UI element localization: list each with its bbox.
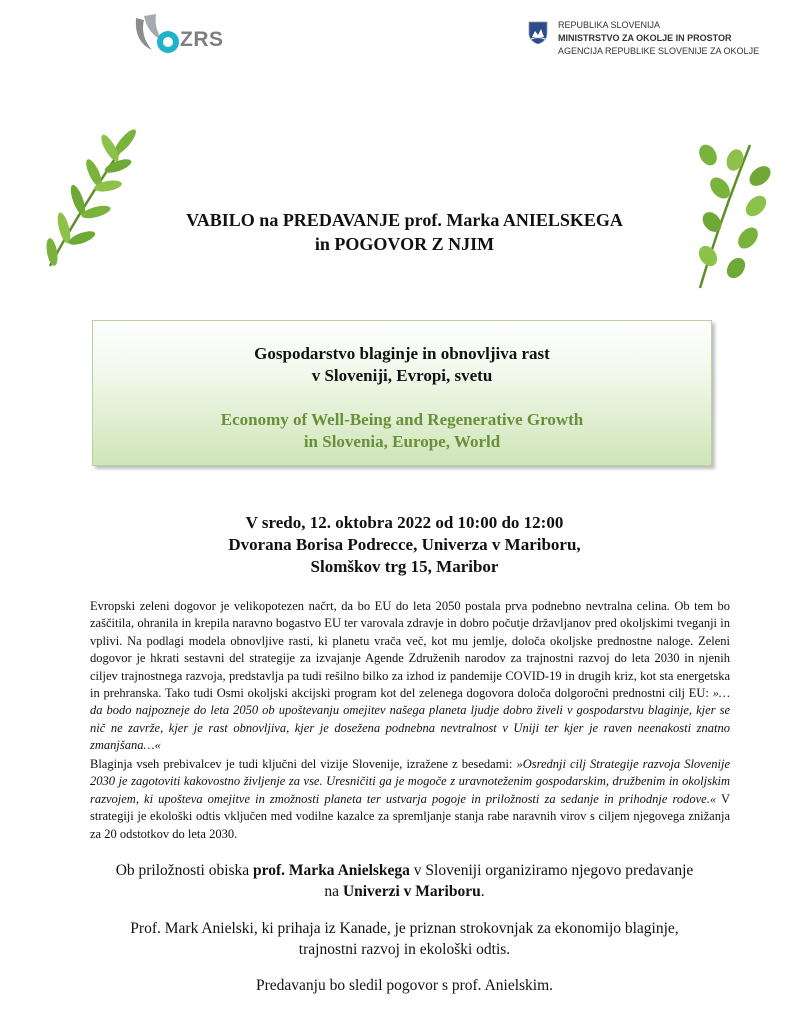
- ministry-line-ministry: MINISTRSTVO ZA OKOLJE IN PROSTOR: [558, 33, 732, 43]
- ministry-line-agency: AGENCIJA REPUBLIKE SLOVENIJE ZA OKOLJE: [558, 46, 760, 56]
- para1-quote: »… da bodo najpozneje do leta 2050 ob upoštevanju omejitev našega planeta ljudje dobro živeli v gospodarstvu blaginje, kjer se nič ne zavrže, kjer je rast obnovljiva, kjer je dosežena podnebna nevtralnost v Uniji ter kjer je raven neenakosti znatno zmanjšana…«: [90, 686, 730, 753]
- invitation-title: [0, 208, 809, 256]
- zrs-logo-text: ZRS: [180, 28, 224, 51]
- paragraph-green-deal: [90, 598, 730, 755]
- lecture-topic-box: [92, 320, 712, 466]
- ministry-line-republic: REPUBLIKA SLOVENIJA: [558, 20, 661, 30]
- para2-intro: Blaginja vseh prebivalcev je tudi ključni del vizije Slovenije, izražene z besedami:: [90, 757, 517, 771]
- para3-text-f: .: [480, 883, 485, 900]
- title-line-2: in POGOVOR Z NJIM: [314, 234, 495, 254]
- event-details: [0, 512, 809, 578]
- coat-of-arms-icon: [528, 21, 548, 45]
- para1-text: Evropski zeleni dogovor je velikopotezen načrt, da bo EU do leta 2050 postala prva podnebno nevtralna celina. Ob tem bo zaščitila, ohranila in krepila naravno bogastvo EU ter varovala zdravje in dobro počutje državljanov pred okoljskimi tveganji in vplivi. Na podlagi modela obnovljive rasti, ki planetu vrača več, kot mu jemlje, določa okoljske prednostne naloge. Zeleni dogovor je hkrati sestavni del strategije za izvajanje Agende Združenih narodov za trajnostni razvoj do leta 2030 in njenih ciljev trajnostnega razvoja, predstavlja pa tudi rešilno bilko za izhod iz pandemije COVID-19 in drugih kriz, kot sta energetska in prehranska. Tako tudi Osmi okoljski akcijski program kot del zelenega dogovora določa dolgoročni prednostni cilj EU:: [90, 599, 730, 701]
- topic-sl-line-1: Gospodarstvo blaginje in obnovljiva rast: [254, 344, 550, 363]
- topic-english: [93, 409, 711, 453]
- paragraph-slovenia-vision: [90, 756, 730, 843]
- university-name: Univerzi v Mariboru: [342, 883, 481, 900]
- paragraph-occasion: [0, 860, 809, 902]
- event-venue: Dvorana Borisa Podrecce, Univerza v Mariboru,: [228, 535, 581, 554]
- bio-line-1: Prof. Mark Anielski, ki prihaja iz Kanade, je priznan strokovnjak za ekonomijo blaginje,: [130, 920, 679, 937]
- para3-text-c: v Sloveniji organiziramo njegovo predavanje: [409, 862, 694, 879]
- topic-slovenian: [93, 343, 711, 387]
- topic-en-line-1: Economy of Well-Being and Regenerative Growth: [220, 410, 584, 429]
- paragraph-speaker-bio: [0, 918, 809, 960]
- topic-en-line-2: in Slovenia, Europe, World: [303, 432, 501, 451]
- para3-text-d: na: [324, 883, 343, 900]
- topic-sl-line-2: v Sloveniji, Evropi, svetu: [311, 366, 493, 385]
- para2-rest: V strategiji je ekološki odtis vključen med vodilne kazalce za spremljanje stanja rabe naravnih virov s ciljem njegovega znižanja za 20 odstotkov do leta 2030.: [90, 791, 730, 841]
- para2-quote: »Osrednji cilj Strategije razvoja Slovenije 2030 je zagotoviti kakovostno življenje za vse. Uresničiti ga je mogoče z uravnoteženim gospodarskim, družbenim in okoljskim razvojem, ki upošteva omejitve in zmožnosti planeta ter ustvarja pogoje in priložnosti za sedanje in prihodnje rodove.«: [90, 757, 731, 806]
- para3-text-a: Ob priložnosti obiska: [115, 862, 254, 879]
- paragraph-discussion: Predavanju bo sledil pogovor s prof. Anielskim.: [255, 977, 554, 994]
- bio-line-2: trajnostni razvoj in ekološki odtis.: [298, 941, 511, 958]
- event-address: Slomškov trg 15, Maribor: [310, 557, 499, 576]
- speaker-name: prof. Marka Anielskega: [253, 862, 410, 879]
- event-datetime: V sredo, 12. oktobra 2022 od 10:00 do 12:00: [245, 513, 564, 532]
- title-line-1: VABILO na PREDAVANJE prof. Marka ANIELSKEGA: [186, 210, 623, 230]
